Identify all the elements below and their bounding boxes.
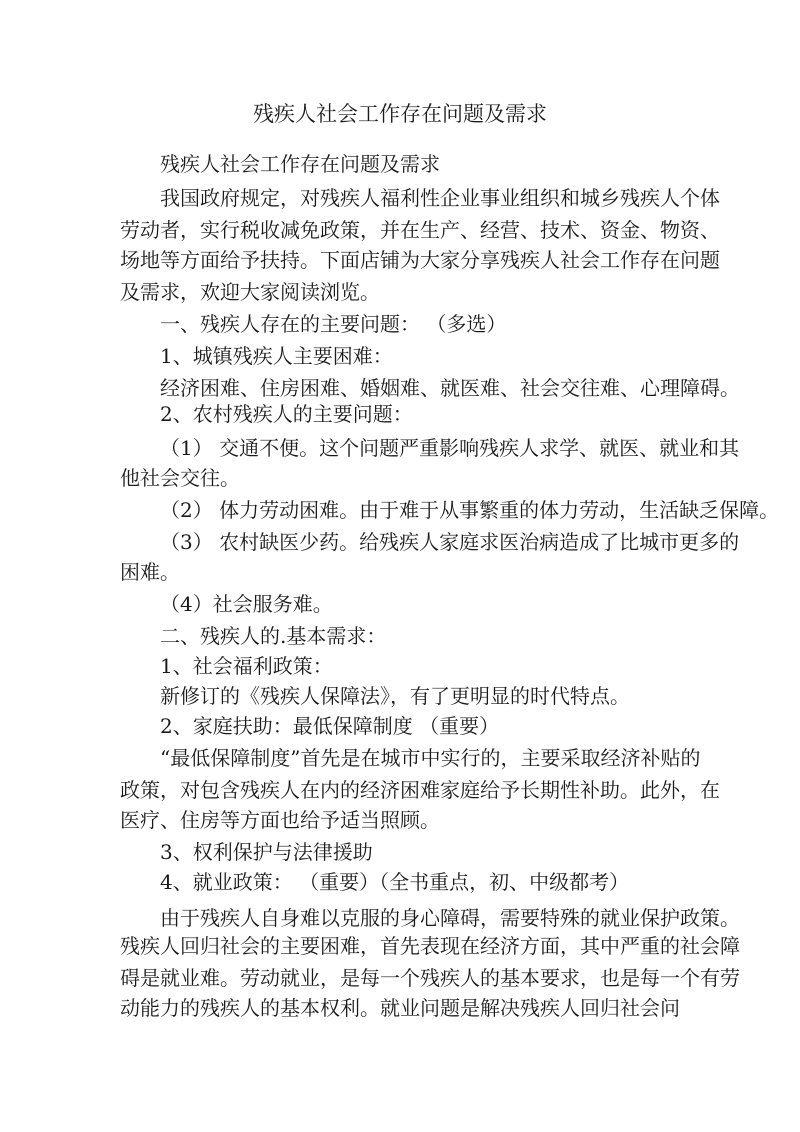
subsection-heading: 2、农村残疾人的主要问题： — [160, 402, 413, 426]
list-item-line: （4）社会服务难。 — [160, 592, 333, 616]
paragraph-line: “最低保障制度”首先是在城市中实行的，主要采取经济补贴的 — [160, 746, 701, 770]
paragraph-line: 由于残疾人自身难以克服的身心障碍，需要特殊的就业保护政策。 — [160, 906, 740, 930]
list-item-line: （3） 农村缺医少药。给残疾人家庭求医治病造成了比城市更多的 — [160, 530, 740, 554]
paragraph-line: 医疗、住房等方面也给予适当照顾。 — [120, 808, 440, 832]
subsection-heading: 1、社会福利政策： — [160, 654, 333, 678]
paragraph-line: 新修订的《残疾人保障法》，有了更明显的时代特点。 — [160, 684, 630, 708]
subsection-heading: 2、家庭扶助：最低保障制度 （重要） — [160, 714, 500, 738]
paragraph-line: 及需求，欢迎大家阅读浏览。 — [120, 280, 380, 304]
subsection-heading: 3、权利保护与法律援助 — [160, 840, 373, 864]
paragraph-line: 残疾人回归社会的主要困难，首先表现在经济方面，其中严重的社会障 — [120, 934, 740, 958]
subsection-heading: 4、就业政策： （重要）（全书重点，初、中级都考） — [160, 870, 630, 894]
paragraph-line: 政策，对包含残疾人在内的经济困难家庭给予长期性补助。此外，在 — [120, 778, 720, 802]
list-item-line: 他社会交往。 — [120, 466, 240, 490]
list-item-line: 困难。 — [120, 560, 180, 584]
list-item-line: （1） 交通不便。这个问题严重影响残疾人求学、就医、就业和其 — [160, 436, 740, 460]
paragraph-line: 碍是就业难。劳动就业，是每一个残疾人的基本要求，也是每一个有劳 — [120, 966, 740, 990]
section-heading: 二、残疾人的.基本需求： — [160, 624, 387, 648]
section-heading: 一、残疾人存在的主要问题： （多选） — [160, 312, 507, 336]
paragraph-line: 劳动者，实行税收减免政策，并在生产、经营、技术、资金、物资、 — [120, 218, 720, 242]
paragraph-line: 残疾人社会工作存在问题及需求 — [160, 152, 440, 176]
list-item-line: （2） 体力劳动困难。由于难于从事繁重的体力劳动，生活缺乏保障。 — [160, 498, 780, 522]
document-title: 残疾人社会工作存在问题及需求 — [253, 102, 547, 126]
paragraph-line: 我国政府规定，对残疾人福利性企业事业组织和城乡残疾人个体 — [160, 186, 720, 210]
paragraph-line: 动能力的残疾人的基本权利。就业问题是解决残疾人回归社会问 — [120, 996, 680, 1020]
subsection-heading: 1、城镇残疾人主要困难： — [160, 344, 393, 368]
paragraph-line: 经济困难、住房困难、婚姻难、就医难、社会交往难、心理障碍。 — [160, 376, 740, 400]
paragraph-line: 场地等方面给予扶持。下面店铺为大家分享残疾人社会工作存在问题 — [120, 248, 720, 272]
